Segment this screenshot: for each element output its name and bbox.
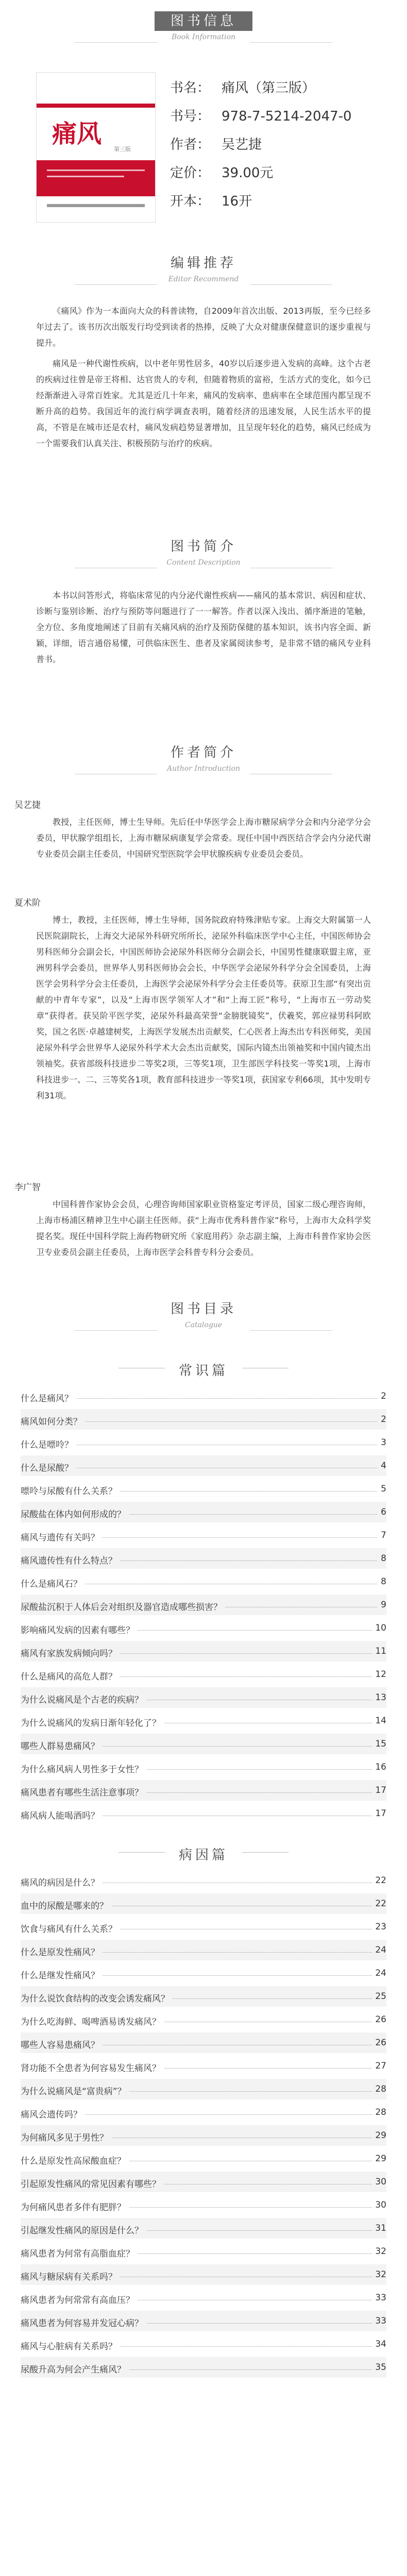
catalog-item[interactable]: [21, 2334, 386, 2354]
catalog-item-title: 什么是痛风石？: [21, 1577, 85, 1589]
catalog-item-title: 尿酸升高为何会产生痛风？: [21, 2362, 129, 2375]
catalog-item[interactable]: [21, 2264, 386, 2285]
catalog-item-title: 痛风的病因是什么？: [21, 1875, 103, 1888]
catalog-item-title: 影响痛风发病的因素有哪些？: [21, 1623, 138, 1636]
catalog-item[interactable]: [21, 1571, 386, 1592]
catalog-item-page: 23: [372, 1922, 386, 1932]
catalog-item-title: 什么是继发性痛风？: [21, 1968, 103, 1981]
catalog-item-title: 痛风有家族发病倾向吗？: [21, 1646, 120, 1659]
catalog-item-page: 29: [372, 2130, 386, 2141]
catalog-item[interactable]: [21, 2102, 386, 2123]
catalog-item-title: 肾功能不全患者为何容易发生痛风？: [21, 2061, 164, 2074]
catalog-header: [0, 1288, 407, 1349]
catalog-part-title: 病因篇: [0, 1844, 407, 1863]
info-row: 书号： 978-7-5214-2047-0: [170, 109, 352, 124]
catalog-item[interactable]: [21, 1479, 386, 1499]
catalog-item-page: 16: [372, 1762, 386, 1772]
catalog-part-title: 常识篇: [0, 1360, 407, 1379]
catalog-item-title: 什么是原发性高尿酸血症？: [21, 2154, 129, 2166]
catalog-item-page: 26: [372, 2038, 386, 2048]
catalog-item-page: 31: [372, 2223, 386, 2233]
author-header: [0, 732, 407, 792]
catalog-item-page: 6: [378, 1507, 386, 1517]
divider: [75, 42, 157, 43]
divider: [250, 284, 332, 285]
info-row: 开本： 16开: [170, 194, 252, 209]
catalog-item-title: 痛风患者有哪些生活注意事项？: [21, 1785, 146, 1798]
catalog-item[interactable]: [21, 2148, 386, 2169]
catalog-item-page: 33: [372, 2316, 386, 2326]
catalog-item-title: 痛风与心脏病有关系吗？: [21, 2339, 120, 2352]
catalog-item-title: 痛风与糖尿病有关系吗？: [21, 2269, 120, 2282]
catalog-item[interactable]: [21, 1803, 386, 1824]
catalog-item-page: 24: [372, 1968, 386, 1978]
catalog-item-title: 痛风如何分类？: [21, 1414, 85, 1427]
catalog-item-page: 24: [372, 1945, 386, 1955]
catalog-item[interactable]: [21, 1710, 386, 1731]
catalog-item-page: 17: [372, 1808, 386, 1819]
divider: [250, 42, 332, 43]
catalog-item-title: 引起原发性痛风的常见因素有哪些？: [21, 2177, 164, 2190]
catalog-item-title: 为什么吃海鲜、喝啤酒易诱发痛风？: [21, 2014, 164, 2027]
author-bio: 中国科普作家协会会员，心理咨询师国家职业资格鉴定考评员，国家二级心理咨询师，上海市杨浦区精神卫生中心副主任医师。获“上海市优秀科普作家”称号，上海市大众科学奖提名奖。现任中国科学院上海药物研究所《家庭用药》杂志副主编，上海市科普作家协会医卫专业委员会副主任委员，上海市医学会科普专科分会委员。: [36, 1199, 371, 1257]
catalog-item[interactable]: [21, 2241, 386, 2262]
catalog-item-title: 嘌呤与尿酸有什么关系？: [21, 1484, 120, 1497]
catalog-item-page: 22: [372, 1875, 386, 1886]
divider: [75, 284, 157, 285]
catalog-item[interactable]: [21, 1687, 386, 1708]
catalog-item-page: 15: [372, 1739, 386, 1749]
catalog-item-title: 痛风病人能喝酒吗？: [21, 1808, 103, 1821]
catalog-item[interactable]: [21, 1940, 386, 1960]
catalog-item-title: 为何痛风多见于男性？: [21, 2130, 111, 2143]
catalog-item[interactable]: [21, 2009, 386, 2030]
catalog-item-title: 痛风患者为何常有高脂血症？: [21, 2246, 138, 2259]
catalog-item-title: 为何痛风患者多伴有肥胖？: [21, 2200, 129, 2213]
catalog-item-title: 引起继发性痛风的原因是什么？: [21, 2223, 146, 2236]
catalog-item-page: 7: [378, 1530, 386, 1540]
book-info-header: [0, 0, 407, 61]
catalog-item-title: 哪些人群易患痛风？: [21, 1739, 103, 1752]
author-name: 夏术阶: [14, 898, 41, 908]
info-row: 作者： 吴艺捷: [170, 137, 262, 152]
cover-title: 痛风: [52, 120, 102, 148]
section-subtitle: Editor Recommend: [168, 275, 239, 283]
section-subtitle: Author Introduction: [166, 765, 240, 773]
catalog-item[interactable]: [21, 2195, 386, 2215]
section-title: 图书信息: [170, 13, 236, 29]
editor-header: [0, 242, 407, 303]
catalog-item-page: 13: [372, 1692, 386, 1703]
catalog-item-page: 26: [372, 2014, 386, 2025]
section-title: 图书目录: [170, 1301, 236, 1317]
catalog-item[interactable]: [21, 1664, 386, 1685]
catalog-item-title: 血中的尿酸是哪来的？: [21, 1899, 111, 1911]
catalog-item[interactable]: [21, 2032, 386, 2053]
catalog-item[interactable]: [21, 1455, 386, 1476]
catalog-item-page: 2: [378, 1414, 386, 1425]
catalog-item[interactable]: [21, 2079, 386, 2099]
catalog-item[interactable]: [21, 1963, 386, 1984]
divider: [250, 1330, 332, 1331]
catalog-item-page: 8: [378, 1577, 386, 1587]
catalog-item-page: 32: [372, 2246, 386, 2257]
catalog-item-title: 饮食与痛风有什么关系？: [21, 1922, 120, 1935]
catalog-item-page: 11: [372, 1646, 386, 1656]
catalog-item[interactable]: [21, 1432, 386, 1453]
catalog-item[interactable]: [21, 1734, 386, 1754]
section-title: 编辑推荐: [170, 256, 236, 271]
section-subtitle: Book Information: [171, 33, 236, 41]
catalog-item[interactable]: [21, 2172, 386, 2192]
catalog-item-page: 33: [372, 2293, 386, 2303]
catalog-item-page: 22: [372, 1899, 386, 1909]
section-title: 作者简介: [170, 745, 236, 760]
author-name: 吴艺捷: [14, 800, 41, 810]
catalog-item-page: 27: [372, 2061, 386, 2071]
section-subtitle: Content Description: [166, 558, 241, 567]
catalog-item-title: 什么是痛风的高危人群？: [21, 1669, 120, 1682]
catalog-item[interactable]: [21, 1986, 386, 2007]
catalog-item[interactable]: [21, 2287, 386, 2308]
catalog-item-page: 28: [372, 2107, 386, 2117]
catalog-item[interactable]: [21, 1386, 386, 1406]
book-cover: [36, 72, 156, 223]
catalog-item-title: 痛风遗传性有什么特点？: [21, 1553, 120, 1566]
catalog-item[interactable]: [21, 1641, 386, 1662]
catalog-item-page: 30: [372, 2200, 386, 2210]
catalog-item[interactable]: [21, 1757, 386, 1777]
info-row: 书名： 痛风（第三版）: [170, 80, 316, 96]
author-bio: 博士，教授，主任医师，博士生导师，国务院政府特殊津贴专家。上海交大附属第一人民医院副院长，上海交大泌尿外科研究所所长，泌尿外科临床医学中心主任，中国医师协会男科医师分会副会长，中国医师协会泌尿外科医师分会副会长，中国男性健康联盟主席，亚洲男科学会委员，世界华人男科医师协会会长，中华医学会泌尿外科学分会全国委员，上海医学会男科学分会主任委员，上海医学会泌尿外科学分会主任委员等。获原卫生部“有突出贡献的中青年专家”，以及“上海市医学领军人才”和“上海工匠”称号，“上海市五一劳动奖章”获得者。获吴阶平医学奖，泌尿外科最高荣誉“金膀胱镜奖”，伏羲奖，郭应禄男科阿欧奖，国之名医·卓越建树奖，上海医学发展杰出贡献奖，仁心医者上海杰出专科医师奖，美国泌尿外科学会世界华人泌尿外科学术大会杰出贡献奖，国际内镜杰出领袖奖和中国内镜杰出领袖奖。获省部级科技进步二等奖2项，三等奖1项，卫生部医学科技奖一等奖1项，上海市科技进步一、二、三等奖各1项，教育部科技进步一等奖1项，获国家专利66项，其中发明专利31项。: [36, 915, 371, 1100]
catalog-item-page: 29: [372, 2154, 386, 2164]
catalog-item-page: 12: [372, 1669, 386, 1680]
catalog-item-page: 5: [378, 1484, 386, 1494]
catalog-item[interactable]: [21, 1870, 386, 1891]
catalog-item[interactable]: [21, 2357, 386, 2378]
catalog-item-title: 痛风患者为何常常有高血压？: [21, 2293, 138, 2306]
catalog-item-page: 35: [372, 2362, 386, 2372]
catalog-item-title: 什么是尿酸？: [21, 1461, 76, 1473]
catalog-item-title: 痛风会遗传吗？: [21, 2107, 85, 2120]
catalog-item-title: 尿酸盐在体内如何形成的？: [21, 1507, 129, 1520]
catalog-item[interactable]: [21, 2218, 386, 2239]
catalog-item[interactable]: [21, 1917, 386, 1937]
author-name: 李广智: [14, 1182, 41, 1193]
divider: [75, 1330, 157, 1331]
catalog-item-page: 25: [372, 1991, 386, 2002]
catalog-item-title: 为什么说饮食结构的改变会诱发痛风？: [21, 1991, 173, 2004]
section-subtitle: Catalogue: [184, 1321, 223, 1329]
catalog-item-page: 4: [378, 1461, 386, 1471]
catalog-item-page: 28: [372, 2084, 386, 2094]
catalog-item-title: 痛风患者为何容易并发冠心病？: [21, 2316, 146, 2329]
catalog-item[interactable]: [21, 1595, 386, 1615]
catalog-item[interactable]: [21, 2125, 386, 2146]
catalog-item-page: 8: [378, 1553, 386, 1564]
catalog-item[interactable]: [21, 1618, 386, 1638]
catalog-item-title: 为什么说痛风是“富贵病”？: [21, 2084, 129, 2097]
editor-paragraph: 痛风是一种代谢性疾病，以中老年男性居多，40岁以后逐步进入发病的高峰。这个古老的疾病过往曾是帝王将相、达官贵人的专利，但随着物质的富裕，生活方式的变化，如今已经渐渐进入寻常百姓家。尤其是近几十年来，痛风的发病率、患病率在全球范围内都呈现不断升高的趋势。我国近年的流行病学调查表明，随着经济的迅速发展，人民生活水平的提高，不管是在城市还是农村，痛风发病趋势显著增加，且呈现年轻化的趋势，痛风已经成为一个需要我们认真关注、积极预防与治疗的疾病。: [36, 359, 371, 448]
editor-paragraph: 《痛风》作为一本面向大众的科普读物，自2009年首次出版、2013再版，至今已经多年过去了。该书历次出版发行均受到读者的热捧，反映了大众对健康保健意识的逐步重视与提升。: [36, 306, 371, 348]
catalog-item[interactable]: [21, 1409, 386, 1430]
catalog-item-title: 什么是原发性痛风？: [21, 1945, 103, 1958]
catalog-item-title: 为什么说痛风的发病日渐年轻化了？: [21, 1716, 164, 1728]
catalog-item[interactable]: [21, 1893, 386, 1914]
catalog-item[interactable]: [21, 2056, 386, 2076]
intro-header: [0, 526, 407, 586]
catalog-item-page: 3: [378, 1437, 386, 1448]
catalog-item-page: 10: [372, 1623, 386, 1633]
catalog-item-page: 2: [378, 1391, 386, 1401]
info-row: 定价： 39.00元: [170, 165, 274, 181]
catalog-item-title: 尿酸盐沉积于人体后会对组织及器官造成哪些损害？: [21, 1600, 225, 1613]
intro-paragraph: 本书以问答形式，将临床常见的内分泌代谢性疾病——痛风的基本常识、病因和症状、诊断与鉴别诊断、治疗与预防等问题进行了一一解答。作者以深入浅出、循序渐进的笔触，全方位、多角度地阐述了目前有关痛风病的治疗及预防保健的基本知识，该书内容全面、新颖，详细，语言通俗易懂，可供临床医生、患者及家属阅读参考，是非常不错的痛风专业科普书。: [36, 590, 371, 664]
cover-edition: 第三版: [114, 146, 131, 152]
catalog-item-page: 34: [372, 2339, 386, 2349]
catalog-item-page: 17: [372, 1785, 386, 1795]
catalog-item-page: 30: [372, 2177, 386, 2187]
catalog-item[interactable]: [21, 1780, 386, 1801]
catalog-item-title: 为什么痛风病人男性多于女性？: [21, 1762, 146, 1775]
catalog-item[interactable]: [21, 1525, 386, 1546]
catalog-item[interactable]: [21, 1502, 386, 1522]
catalog-item-page: 9: [378, 1600, 386, 1610]
catalog-item-title: 为什么说痛风是个古老的疾病？: [21, 1692, 146, 1705]
catalog-item-title: 什么是嘌呤？: [21, 1437, 76, 1450]
catalog-item-page: 14: [372, 1716, 386, 1726]
catalog-item[interactable]: [21, 2311, 386, 2331]
catalog-item[interactable]: [21, 1548, 386, 1569]
author-bio: 教授，主任医师，博士生导师。先后任中华医学会上海市糖尿病学分会和内分泌学分会委员，甲状腺学组组长，上海市糖尿病康复学会常委。现任中国中西医结合学会内分泌代谢专业委员会副主任委员，中国研究型医院学会甲状腺疾病专业委员会委员。: [36, 817, 371, 859]
catalog-item-title: 痛风与遗传有关吗？: [21, 1530, 103, 1543]
catalog-item-page: 32: [372, 2269, 386, 2280]
catalog-item-title: 哪些人容易患痛风？: [21, 2038, 103, 2050]
section-title: 图书简介: [170, 539, 236, 554]
catalog-item-title: 什么是痛风？: [21, 1391, 76, 1404]
